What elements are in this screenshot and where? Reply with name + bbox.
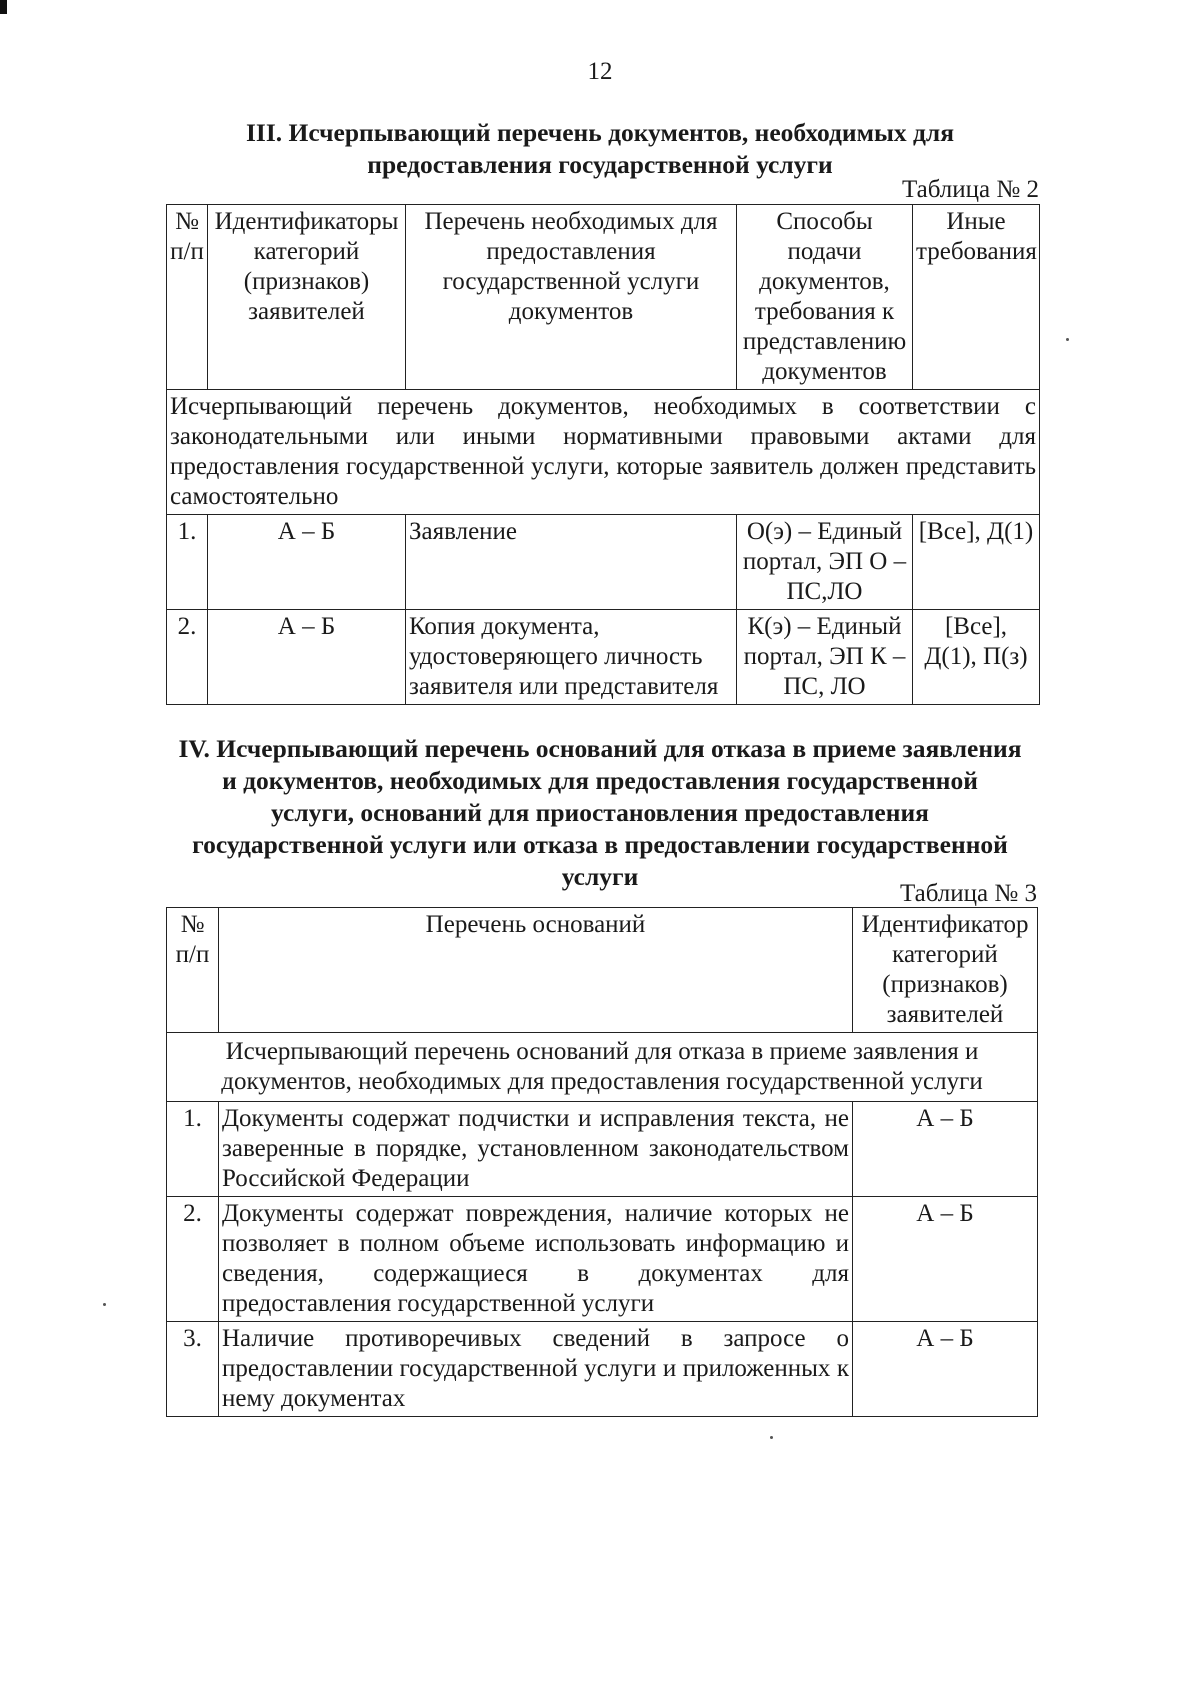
scan-speck [103,1303,106,1306]
table-3-caption: Таблица № 3 [899,880,1037,907]
header-other: Иные требования [913,205,1040,390]
table-row [167,1322,1038,1417]
row-num: 1. [167,1102,219,1197]
row-num: 2. [167,1197,219,1322]
header-doc-list: Перечень необходимых для предоставления государственной услуги документов [406,205,737,390]
header-reasons: Перечень оснований [219,908,853,1033]
table-header-row [167,908,1038,1033]
row-other: [Все], Д(1) [913,515,1040,610]
header-num: № п/п [167,908,219,1033]
section-4-heading-line: и документов, необходимых для предоставления государственной [222,766,978,795]
table-row [167,515,1040,610]
header-num: № п/п [167,205,208,390]
table-2-caption: Таблица № 2 [901,176,1039,203]
row-doc: Заявление [406,515,737,610]
row-method: К(э) – Единый портал, ЭП К – ПС, ЛО [737,610,913,705]
section-4-heading-line: услуги, оснований для приостановления предоставления [271,798,929,827]
table-header-row [167,205,1040,390]
section-3-heading-line: III. Исчерпывающий перечень документов, необходимых для [246,118,954,147]
row-reason: Документы содержат повреждения, наличие которых не позволяет в полном объеме использовать информацию и сведения, содержащиеся в документах для предоставления государственной услуги [219,1197,853,1322]
row-ident: А – Б [853,1197,1038,1322]
header-methods: Способы подачи документов, требования к представлению документов [737,205,913,390]
group-row-text: Исчерпывающий перечень документов, необходимых в соответствии с законодательными или иными нормативными правовыми актами для предоставления государственной услуги, которые заявитель должен представить самостоятельно [167,390,1040,515]
table-group-row [167,1033,1038,1102]
table-3 [166,907,1038,1417]
row-num: 1. [167,515,208,610]
table-2 [166,204,1040,705]
row-doc: Копия документа, удостоверяющего личность заявителя или представителя [406,610,737,705]
section-4-heading-line: государственной услуги или отказа в предоставлении государственной [192,830,1008,859]
row-ident: А – Б [208,515,406,610]
row-num: 3. [167,1322,219,1417]
row-other: [Все], Д(1), П(з) [913,610,1040,705]
section-4-heading [0,733,1200,893]
group-row-text: Исчерпывающий перечень оснований для отказа в приеме заявления и документов, необходимых для предоставления государственной услуги [167,1033,1038,1102]
page-number: 12 [587,58,613,85]
scan-speck [1066,338,1069,341]
row-method: О(э) – Единый портал, ЭП О – ПС,ЛО [737,515,913,610]
scan-speck [770,1436,773,1439]
section-3-heading-line: предоставления государственной услуги [367,150,833,179]
row-num: 2. [167,610,208,705]
table-row [167,1197,1038,1322]
table-group-row [167,390,1040,515]
header-ident: Идентификатор категорий (признаков) заявителей [853,908,1038,1033]
row-reason: Документы содержат подчистки и исправления текста, не заверенные в порядке, установленном законодательством Российской Федерации [219,1102,853,1197]
row-ident: А – Б [208,610,406,705]
section-3-heading [0,117,1200,181]
scan-artifact [0,0,7,14]
section-4-heading-line: услуги [561,862,639,891]
table-row [167,610,1040,705]
section-4-heading-line: IV. Исчерпывающий перечень оснований для отказа в приеме заявления [178,734,1022,763]
header-ident: Идентификаторы категорий (признаков) заявителей [208,205,406,390]
row-ident: А – Б [853,1322,1038,1417]
row-reason: Наличие противоречивых сведений в запросе о предоставлении государственной услуги и приложенных к нему документах [219,1322,853,1417]
row-ident: А – Б [853,1102,1038,1197]
table-row [167,1102,1038,1197]
